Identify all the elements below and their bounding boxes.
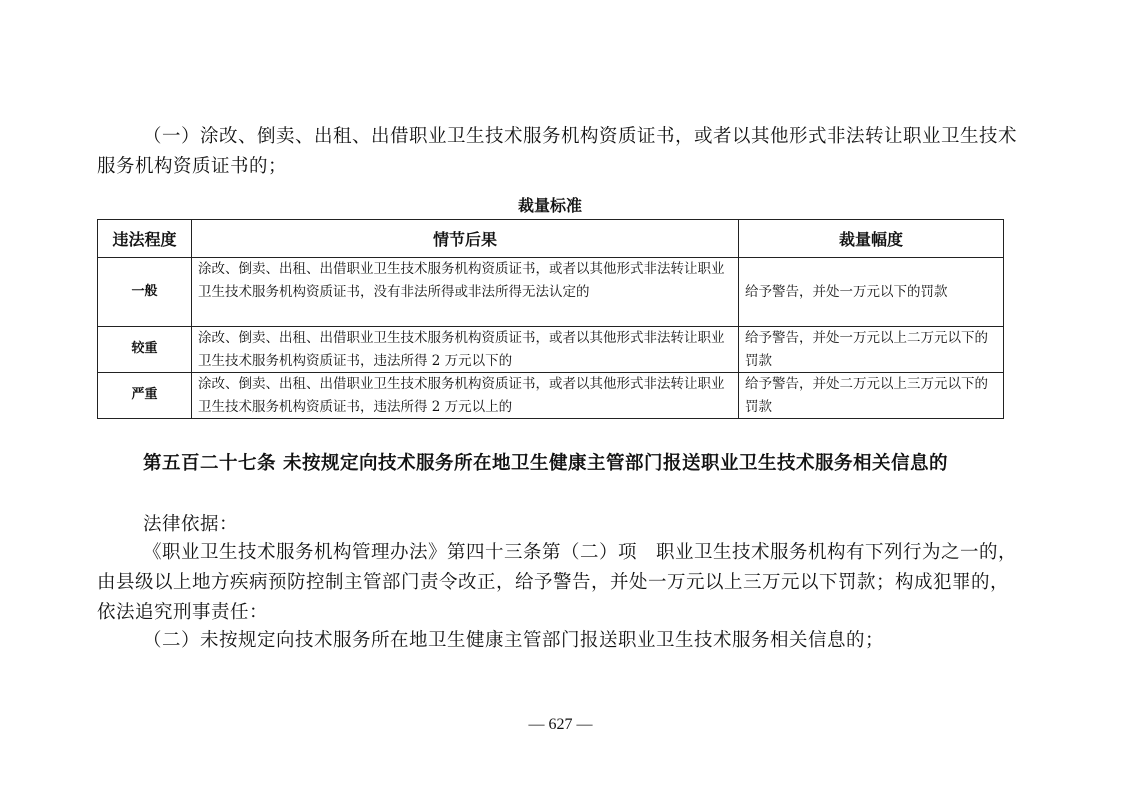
page-number: — 627 — [528,716,593,733]
cell-level: 较重 [98,327,192,373]
cell-range: 给予警告，并处一万元以上二万元以下的罚款 [739,327,1004,373]
header-range: 裁量幅度 [739,220,1004,258]
table-row [98,373,1004,419]
table-caption: 裁量标准 [517,196,582,215]
cell-range: 给予警告，并处二万元以上三万元以下的罚款 [739,373,1004,419]
table-header-row [98,220,1004,258]
cell-range: 给予警告，并处一万元以下的罚款 [739,258,1004,327]
discretion-standard-table [97,219,1004,419]
intro-paragraph: （一）涂改、倒卖、出租、出借职业卫生技术服务机构资质证书，或者以其他形式非法转让职业卫生技术服务机构资质证书的； [97,126,1018,177]
legal-item-text: （二）未按规定向技术服务所在地卫生健康主管部门报送职业卫生技术服务相关信息的； [143,630,885,651]
cell-circumstance: 涂改、倒卖、出租、出借职业卫生技术服务机构资质证书，或者以其他形式非法转让职业卫生技术服务机构资质证书，违法所得 2 万元以上的 [192,373,739,419]
article-title: 第五百二十七条 未按规定向技术服务所在地卫生健康主管部门报送职业卫生技术服务相关信息的 [143,453,948,474]
cell-circumstance: 涂改、倒卖、出租、出借职业卫生技术服务机构资质证书，或者以其他形式非法转让职业卫生技术服务机构资质证书，违法所得 2 万元以下的 [192,327,739,373]
legal-basis-text: 《职业卫生技术服务机构管理办法》第四十三条第（二）项 职业卫生技术服务机构有下列行为之一的，由县级以上地方疾病预防控制主管部门责令改正，给予警告，并处一万元以上三万元以下罚款；构成犯罪的，依法追究刑事责任： [97,542,1018,623]
legal-basis-label: 法律依据： [143,514,239,535]
header-level: 违法程度 [98,220,192,258]
cell-level: 严重 [98,373,192,419]
header-circumstance: 情节后果 [192,220,739,258]
table-row [98,327,1004,373]
cell-circumstance: 涂改、倒卖、出租、出借职业卫生技术服务机构资质证书，或者以其他形式非法转让职业卫生技术服务机构资质证书，没有非法所得或非法所得无法认定的 [192,258,739,327]
cell-level: 一般 [98,258,192,327]
table-row [98,258,1004,327]
